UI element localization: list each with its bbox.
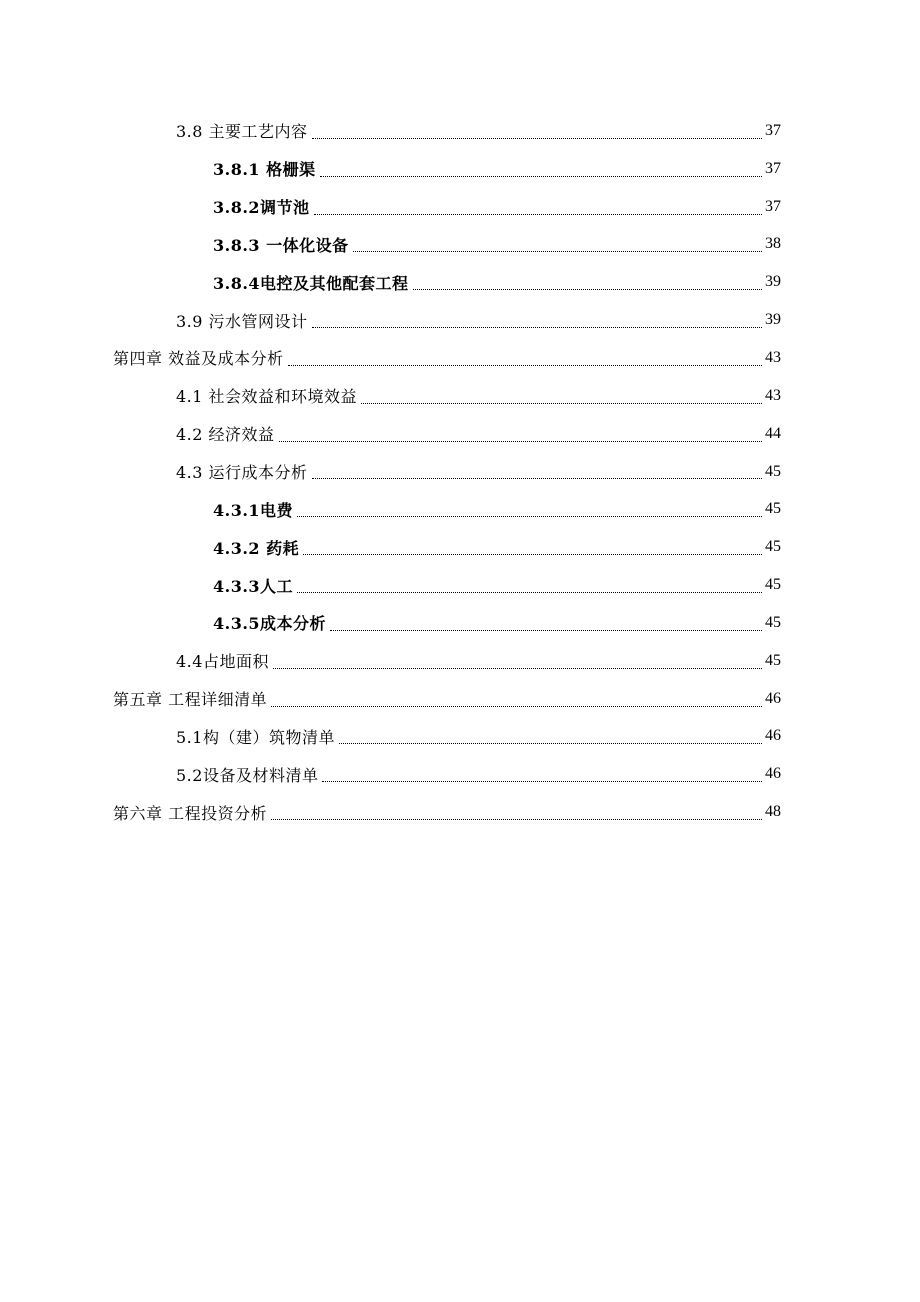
toc-entry-label: 3.8.2调节池 [213, 198, 310, 218]
toc-entry-page: 45 [765, 462, 781, 480]
toc-entry-page: 46 [765, 689, 781, 707]
toc-leader-dots [314, 213, 762, 215]
toc-entry-label: 第四章 效益及成本分析 [113, 349, 284, 369]
toc-entry[interactable] [0, 150, 920, 188]
toc-entry-label: 3.8.4电控及其他配套工程 [213, 273, 409, 293]
toc-leader-dots [273, 667, 762, 669]
toc-entry[interactable] [0, 718, 920, 756]
toc-entry-page: 39 [765, 311, 781, 329]
toc-leader-dots [271, 818, 762, 820]
toc-entry-page: 46 [765, 727, 781, 745]
toc-entry-page: 37 [765, 197, 781, 215]
toc-entry-label: 4.2 经济效益 [176, 425, 275, 445]
toc-leader-dots [271, 705, 762, 707]
toc-leader-dots [339, 742, 762, 744]
table-of-contents [0, 112, 920, 831]
toc-chapter-entry[interactable] [0, 680, 920, 718]
toc-entry-page: 45 [765, 651, 781, 669]
toc-entry[interactable] [0, 226, 920, 264]
toc-entry-page: 48 [765, 803, 781, 821]
toc-entry[interactable] [0, 642, 920, 680]
toc-entry-label: 3.8 主要工艺内容 [176, 122, 308, 142]
toc-entry-label: 4.3.5成本分析 [213, 614, 327, 634]
toc-entry[interactable] [0, 263, 920, 301]
toc-entry[interactable] [0, 566, 920, 604]
toc-leader-dots [297, 515, 762, 517]
toc-entry-label: 4.3.1电费 [213, 500, 294, 520]
toc-entry-label: 5.2设备及材料清单 [176, 765, 319, 785]
toc-entry-label: 4.3 运行成本分析 [176, 463, 308, 483]
toc-leader-dots [312, 477, 762, 479]
toc-leader-dots [279, 440, 762, 442]
toc-leader-dots [312, 326, 762, 328]
toc-entry-page: 45 [765, 500, 781, 518]
toc-entry-page: 39 [765, 273, 781, 291]
toc-entry-label: 4.1 社会效益和环境效益 [176, 387, 358, 407]
toc-leader-dots [353, 250, 762, 252]
toc-leader-dots [322, 780, 762, 782]
toc-leader-dots [303, 553, 762, 555]
toc-entry[interactable] [0, 490, 920, 528]
toc-entry[interactable] [0, 415, 920, 453]
toc-chapter-entry[interactable] [0, 793, 920, 831]
toc-entry[interactable] [0, 755, 920, 793]
toc-entry-page: 43 [765, 386, 781, 404]
toc-entry-page: 45 [765, 538, 781, 556]
toc-entry[interactable] [0, 528, 920, 566]
toc-entry[interactable] [0, 377, 920, 415]
toc-entry-label: 4.3.2 药耗 [213, 538, 300, 558]
toc-entry-label: 3.8.3 一体化设备 [213, 235, 349, 255]
toc-leader-dots [288, 364, 762, 366]
toc-entry-label: 4.4占地面积 [176, 652, 269, 672]
toc-entry-page: 45 [765, 613, 781, 631]
toc-entry[interactable] [0, 301, 920, 339]
toc-entry-label: 3.8.1 格栅渠 [213, 160, 316, 180]
toc-entry[interactable] [0, 112, 920, 150]
toc-entry[interactable] [0, 453, 920, 491]
toc-leader-dots [330, 629, 762, 631]
toc-entry[interactable] [0, 188, 920, 226]
toc-chapter-entry[interactable] [0, 339, 920, 377]
toc-entry-label: 第六章 工程投资分析 [113, 803, 268, 823]
toc-entry-label: 4.3.3人工 [213, 576, 294, 596]
toc-leader-dots [413, 288, 762, 290]
toc-leader-dots [297, 591, 762, 593]
toc-entry-page: 38 [765, 235, 781, 253]
toc-entry-page: 46 [765, 765, 781, 783]
toc-entry-label: 5.1构（建）筑物清单 [176, 727, 335, 747]
toc-entry-label: 3.9 污水管网设计 [176, 311, 308, 331]
toc-entry-page: 37 [765, 121, 781, 139]
toc-leader-dots [312, 137, 762, 139]
toc-entry[interactable] [0, 604, 920, 642]
toc-entry-page: 37 [765, 159, 781, 177]
toc-leader-dots [361, 402, 762, 404]
toc-entry-page: 43 [765, 348, 781, 366]
toc-entry-label: 第五章 工程详细清单 [113, 690, 268, 710]
toc-entry-page: 44 [765, 424, 781, 442]
toc-leader-dots [320, 175, 762, 177]
toc-entry-page: 45 [765, 576, 781, 594]
